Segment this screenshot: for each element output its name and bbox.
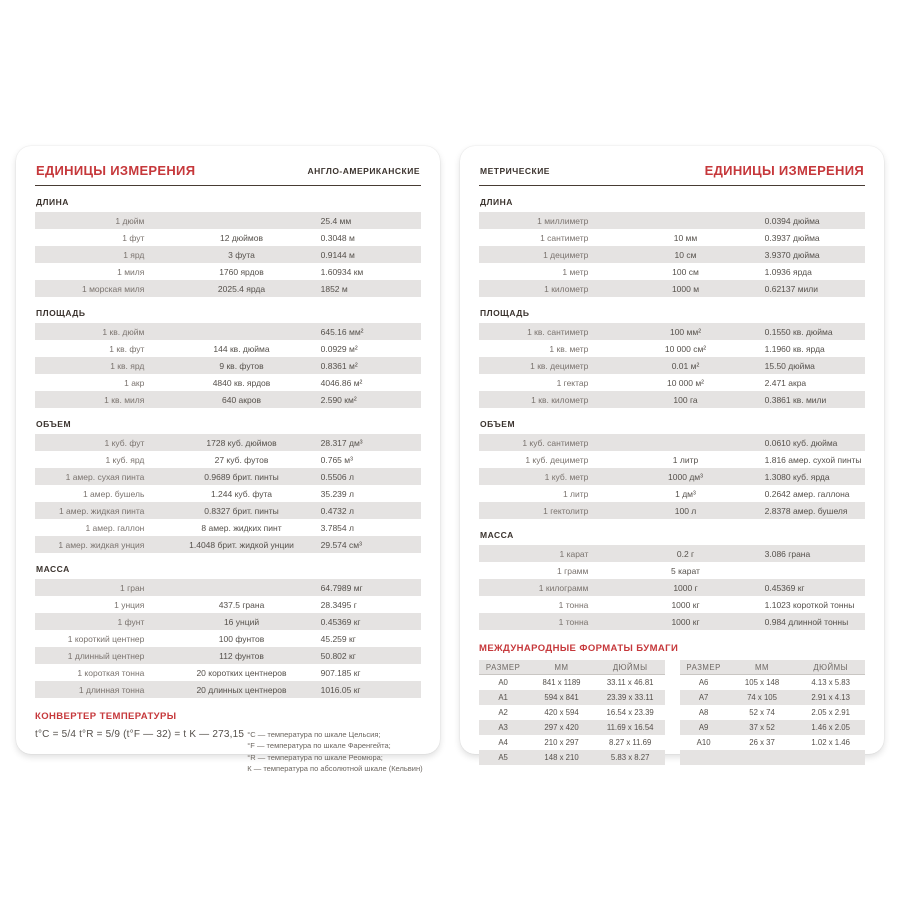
table-cell: 148 x 210 [544, 753, 579, 762]
table-row [479, 485, 865, 502]
table-cell: К — температура по абсолютной шкале (Кельвин) [247, 763, 423, 773]
table-cell: 0.984 длинной тонны [764, 616, 849, 627]
page-edition-label: АНГЛО-АМЕРИКАНСКИЕ [307, 166, 420, 176]
table-row [35, 536, 421, 553]
table-cell: 26 x 37 [749, 738, 775, 747]
column-header-size: РАЗМЕР [686, 662, 721, 672]
table-row [479, 613, 865, 630]
table-row [479, 263, 865, 280]
table-cell: 1852 м [320, 283, 348, 294]
table-cell: 1 кв. дюйм [102, 326, 145, 337]
table-row [479, 391, 865, 408]
table-cell: 1.46 x 2.05 [811, 723, 850, 732]
table-cell: 52 x 74 [749, 708, 775, 717]
units-table [35, 323, 421, 408]
table-cell: 0.9689 брит. пинты [204, 471, 279, 482]
table-cell: A5 [498, 753, 508, 762]
table-row [680, 735, 866, 750]
table-cell: 3.086 грана [764, 548, 811, 559]
table-cell: 2025.4 ярда [217, 283, 266, 294]
table-cell: 640 акров [222, 394, 261, 405]
right-page-header [479, 159, 865, 185]
table-cell: 1 литр [672, 454, 699, 465]
table-cell: 1 кв. миля [104, 394, 145, 405]
table-cell: 1 амер. галлон [85, 522, 145, 533]
table-cell: 841 x 1189 [542, 678, 581, 687]
table-cell: 1 миля [117, 266, 145, 277]
table-cell: 645.16 мм² [320, 326, 364, 337]
table-cell: 1 литр [562, 488, 589, 499]
table-cell: 907.185 кг [320, 667, 361, 678]
table-row [35, 596, 421, 613]
section-length [35, 197, 421, 297]
table-row [35, 485, 421, 502]
table-cell: °C — температура по шкале Цельсия; [247, 730, 381, 739]
table-cell: 1728 куб. дюймов [206, 437, 277, 448]
section-area [479, 308, 865, 408]
table-row [35, 374, 421, 391]
table-cell: 4046.86 м² [320, 377, 363, 388]
table-row [35, 647, 421, 664]
table-cell: 1 кв. метр [549, 343, 589, 354]
table-row [479, 690, 665, 705]
table-cell: 594 x 841 [544, 693, 579, 702]
table-cell: 1000 дм³ [668, 471, 703, 482]
section-label: ПЛОЩАДЬ [480, 308, 530, 318]
table-cell: 0.45369 кг [320, 616, 361, 627]
table-cell: 0.0610 куб. дюйма [764, 437, 838, 448]
table-cell: 0.0929 м² [320, 343, 358, 354]
table-cell: 0.8361 м² [320, 360, 358, 371]
header-rule [35, 185, 421, 186]
table-cell: 50.802 кг [320, 650, 356, 661]
table-row [35, 280, 421, 297]
section-mass [479, 530, 865, 630]
table-cell: 8 амер. жидких пинт [201, 522, 282, 533]
table-cell: 1000 м [671, 283, 700, 294]
table-cell: 1 куб. дециметр [525, 454, 589, 465]
left-page-header [35, 159, 421, 185]
table-cell: 1.816 амер. сухой пинты [764, 454, 862, 465]
table-cell: 105 x 148 [744, 678, 780, 687]
table-cell: 1000 кг [671, 616, 700, 627]
table-cell: 1 карат [559, 548, 589, 559]
temperature-title: КОНВЕРТЕР ТЕМПЕРАТУРЫ [35, 711, 177, 722]
table-cell: 33.11 x 46.81 [606, 678, 654, 687]
table-row [35, 357, 421, 374]
units-table [479, 212, 865, 297]
table-row [35, 451, 421, 468]
table-cell: 2.590 км² [320, 394, 357, 405]
table-cell: 1 кв. километр [531, 394, 589, 405]
table-cell: 10 мм [673, 232, 698, 243]
table-cell: 297 x 420 [544, 723, 579, 732]
table-cell: 1 сантиметр [540, 232, 589, 243]
table-cell: 1 дециметр [543, 249, 589, 260]
table-cell: 1 гран [120, 582, 145, 593]
page-title: ЕДИНИЦЫ ИЗМЕРЕНИЯ [704, 163, 864, 178]
section-label: ОБЪЕМ [480, 419, 516, 429]
table-cell: 29.574 см³ [320, 539, 362, 550]
page-edition-label: МЕТРИЧЕСКИЕ [480, 166, 550, 176]
table-cell: 0.3861 кв. мили [764, 394, 827, 405]
table-cell: 0.2 г [676, 548, 695, 559]
table-cell: 45.259 кг [320, 633, 356, 644]
table-row [479, 434, 865, 451]
table-cell: 1.3080 куб. ярда [764, 471, 830, 482]
table-cell: A9 [698, 723, 709, 732]
table-cell: 1.60934 км [320, 266, 364, 277]
table-cell: 1 амер. жидкая унция [58, 539, 145, 550]
right-page [460, 146, 884, 762]
section-length [479, 197, 865, 297]
table-cell: 27 куб. футов [214, 454, 269, 465]
table-cell: 2.8378 амер. бушеля [764, 505, 848, 516]
table-row [35, 229, 421, 246]
table-cell: 0.1550 кв. дюйма [764, 326, 833, 337]
table-row [479, 340, 865, 357]
column-header-size: РАЗМЕР [485, 662, 521, 672]
table-row [680, 690, 866, 705]
table-row [479, 545, 865, 562]
table-row [479, 451, 865, 468]
table-cell: 37 x 52 [749, 723, 775, 732]
column-header-mm: ММ [554, 662, 569, 672]
paper-table-header [479, 660, 665, 675]
table-cell: 112 фунтов [219, 650, 264, 661]
table-row [479, 750, 665, 765]
table-cell: 0.62137 мили [764, 283, 819, 294]
table-cell: 210 x 297 [544, 738, 579, 747]
table-cell: 10 см [674, 249, 697, 260]
table-cell: 1.02 x 1.46 [811, 738, 850, 747]
table-cell: 1 куб. сантиметр [522, 437, 589, 448]
column-header-inches: ДЮЙМЫ [612, 662, 648, 672]
table-cell: 1 амер. жидкая пинта [58, 505, 145, 516]
table-row [35, 579, 421, 596]
table-row [35, 502, 421, 519]
table-cell: A6 [698, 678, 709, 687]
units-table [35, 212, 421, 297]
table-cell: 5 карат [671, 565, 700, 576]
table-cell: 2.91 x 4.13 [811, 693, 850, 702]
table-cell: 2.471 акра [764, 377, 807, 388]
table-cell: A3 [498, 723, 508, 732]
table-cell: 0.8327 брит. пинты [204, 505, 279, 516]
table-cell: 1 короткая тонна [77, 667, 145, 678]
table-cell: °F — температура по шкале Фаренгейта; [247, 741, 391, 751]
table-cell: 1.4048 брит. жидкой унции [189, 539, 294, 550]
table-cell: 0.0394 дюйма [764, 215, 820, 226]
section-label: ОБЪЕМ [36, 419, 72, 429]
table-row [35, 664, 421, 681]
paper-formats [479, 643, 865, 765]
table-cell: 2.05 x 2.91 [811, 708, 850, 717]
table-cell: 1 кв. сантиметр [527, 326, 589, 337]
table-cell: 1 ярд [123, 249, 145, 260]
table-cell: 28.3495 г [320, 599, 357, 610]
section-label: МАССА [36, 564, 70, 574]
table-cell: 15.50 дюйма [764, 360, 815, 371]
table-cell: 9 кв. футов [219, 360, 264, 371]
table-row [35, 340, 421, 357]
table-cell: 3.9370 дюйма [764, 249, 820, 260]
table-cell: 1 тонна [558, 599, 589, 610]
table-cell: 1 километр [544, 283, 589, 294]
table-row [35, 681, 421, 698]
table-row [35, 246, 421, 263]
table-cell: 1000 кг [671, 599, 700, 610]
table-cell: 100 л [674, 505, 697, 516]
section-area [35, 308, 421, 408]
section-mass [35, 564, 421, 698]
table-row [479, 596, 865, 613]
table-cell: °R — температура по шкале Реомюра; [247, 752, 383, 762]
paper-table-a [479, 660, 665, 765]
table-cell: 16.54 x 23.39 [606, 708, 654, 717]
table-row [479, 357, 865, 374]
units-table [35, 579, 421, 698]
table-row [479, 705, 665, 720]
units-table [479, 545, 865, 630]
paper-formats-tables [479, 660, 865, 765]
table-cell: 1 унция [114, 599, 145, 610]
table-cell: 144 кв. дюйма [213, 343, 270, 354]
table-cell: 1 дм³ [675, 488, 696, 499]
table-cell: 1 куб. метр [544, 471, 589, 482]
paper-formats-title: МЕЖДУНАРОДНЫЕ ФОРМАТЫ БУМАГИ [479, 643, 679, 654]
table-cell: 1 грамм [557, 565, 589, 576]
table-row [35, 391, 421, 408]
table-cell: 0.3937 дюйма [764, 232, 820, 243]
table-row [35, 263, 421, 280]
table-cell: 1 куб. фут [104, 437, 145, 448]
table-cell: A10 [696, 738, 711, 747]
left-page [16, 146, 440, 773]
paper-table-b-rows [680, 675, 866, 765]
column-header-mm: ММ [755, 662, 770, 672]
paper-table-b [680, 660, 866, 765]
paper-table-a-rows [479, 675, 665, 765]
table-cell: 1 длинная тонна [78, 684, 145, 695]
table-cell: 1 куб. ярд [105, 454, 145, 465]
temperature-converter [35, 711, 421, 774]
table-cell: 0.765 м³ [320, 454, 353, 465]
table-cell: 1760 ярдов [219, 266, 264, 277]
table-cell: A8 [698, 708, 709, 717]
table-cell: 11.69 x 16.54 [606, 723, 654, 732]
table-cell: 0.3048 м [320, 232, 355, 243]
table-row [479, 212, 865, 229]
table-cell: 100 см [672, 266, 699, 277]
table-cell: 23.39 x 33.11 [606, 693, 654, 702]
table-cell: 1 миллиметр [537, 215, 589, 226]
table-row [247, 763, 421, 774]
table-cell: 20 коротких центнеров [196, 667, 287, 678]
section-label: ДЛИНА [480, 197, 513, 207]
table-cell: 74 x 105 [747, 693, 777, 702]
units-table [35, 434, 421, 553]
table-cell: 3.7854 л [320, 522, 354, 533]
table-row [479, 579, 865, 596]
table-row [479, 675, 665, 690]
table-cell: 437.5 грана [218, 599, 265, 610]
table-row [479, 735, 665, 750]
temperature-legend [247, 729, 421, 774]
table-cell: 10 000 м² [666, 377, 705, 388]
table-cell: 5.83 x 8.27 [610, 753, 650, 762]
table-cell: 1 фунт [117, 616, 145, 627]
table-cell: 1 амер. бушель [82, 488, 145, 499]
table-cell: 1 гектолитр [543, 505, 589, 516]
table-cell: 4.13 x 5.83 [811, 678, 850, 687]
table-cell: 0.45369 кг [764, 582, 805, 593]
table-cell: 0.01 м² [671, 360, 700, 371]
table-cell: 35.239 л [320, 488, 354, 499]
table-row [247, 740, 421, 751]
table-cell: 1 морская миля [81, 283, 145, 294]
table-cell: 1 кв. ярд [110, 360, 145, 371]
table-row [479, 229, 865, 246]
table-cell: 1000 г [673, 582, 698, 593]
section-label: МАССА [480, 530, 514, 540]
table-row [35, 519, 421, 536]
units-table [479, 323, 865, 408]
table-cell: 3 фута [228, 249, 255, 260]
table-cell: 8.27 x 11.69 [608, 738, 652, 747]
table-cell: 1 тонна [558, 616, 589, 627]
table-cell: 16 унций [223, 616, 260, 627]
table-cell: 1 длинный центнер [67, 650, 145, 661]
table-cell: 1.1023 короткой тонны [764, 599, 855, 610]
temperature-body [35, 729, 421, 774]
table-cell: 1 метр [562, 266, 589, 277]
table-cell: 1 кв. фут [109, 343, 145, 354]
table-row [479, 502, 865, 519]
table-row [35, 613, 421, 630]
table-row [479, 246, 865, 263]
table-cell: A2 [498, 708, 508, 717]
table-row [479, 374, 865, 391]
table-row [35, 630, 421, 647]
section-volume [35, 419, 421, 553]
table-row [35, 434, 421, 451]
table-cell: 0.2642 амер. галлона [764, 488, 850, 499]
table-cell: 1 фут [122, 232, 145, 243]
section-label: ДЛИНА [36, 197, 69, 207]
column-header-inches: ДЮЙМЫ [813, 662, 848, 672]
table-cell: 28.317 дм³ [320, 437, 363, 448]
table-row [680, 705, 866, 720]
table-row [479, 280, 865, 297]
table-cell: 4840 кв. ярдов [212, 377, 271, 388]
table-cell: A4 [498, 738, 508, 747]
table-cell: 10 000 см² [664, 343, 707, 354]
table-cell: 1 короткий центнер [67, 633, 145, 644]
table-cell: A0 [498, 678, 508, 687]
table-row [680, 720, 866, 735]
table-cell: A1 [498, 693, 508, 702]
table-cell: 1 кв. дециметр [530, 360, 589, 371]
table-cell: 20 длинных центнеров [196, 684, 287, 695]
table-cell: 1 гектар [556, 377, 589, 388]
table-cell: 420 x 594 [544, 708, 579, 717]
table-cell: 64.7989 мг [320, 582, 363, 593]
table-cell: 1 амер. сухая пинта [65, 471, 145, 482]
table-cell: 100 фунтов [218, 633, 265, 644]
page-title: ЕДИНИЦЫ ИЗМЕРЕНИЯ [36, 163, 196, 178]
section-volume [479, 419, 865, 519]
table-cell: 1 килограмм [538, 582, 589, 593]
table-cell: 1.1960 кв. ярда [764, 343, 825, 354]
temperature-formula: t°C = 5/4 t°R = 5/9 (t°F — 32) = t K — 273,15 [35, 729, 245, 740]
table-cell: 25.4 мм [320, 215, 352, 226]
table-cell: 1 акр [124, 377, 145, 388]
paper-table-header [680, 660, 866, 675]
table-row [479, 562, 865, 579]
table-row [479, 720, 665, 735]
table-cell: 0.4732 л [320, 505, 354, 516]
table-row [680, 675, 866, 690]
table-cell: 1016.05 кг [320, 684, 361, 695]
table-row [680, 750, 866, 765]
table-row [479, 468, 865, 485]
section-label: ПЛОЩАДЬ [36, 308, 86, 318]
table-cell: 0.9144 м [320, 249, 355, 260]
table-row [35, 323, 421, 340]
table-row [479, 323, 865, 340]
header-rule [479, 185, 865, 186]
table-cell: A7 [698, 693, 709, 702]
table-cell: 100 мм² [669, 326, 702, 337]
table-cell: 12 дюймов [220, 232, 263, 243]
table-cell: 1.244 куб. фута [210, 488, 273, 499]
table-row [247, 752, 421, 763]
table-cell: 100 га [673, 394, 698, 405]
table-row [35, 468, 421, 485]
table-row [247, 729, 421, 740]
table-row [35, 212, 421, 229]
units-table [479, 434, 865, 519]
table-cell: 1 дюйм [115, 215, 145, 226]
table-cell: 0.5506 л [320, 471, 354, 482]
table-cell: 1.0936 ярда [764, 266, 812, 277]
